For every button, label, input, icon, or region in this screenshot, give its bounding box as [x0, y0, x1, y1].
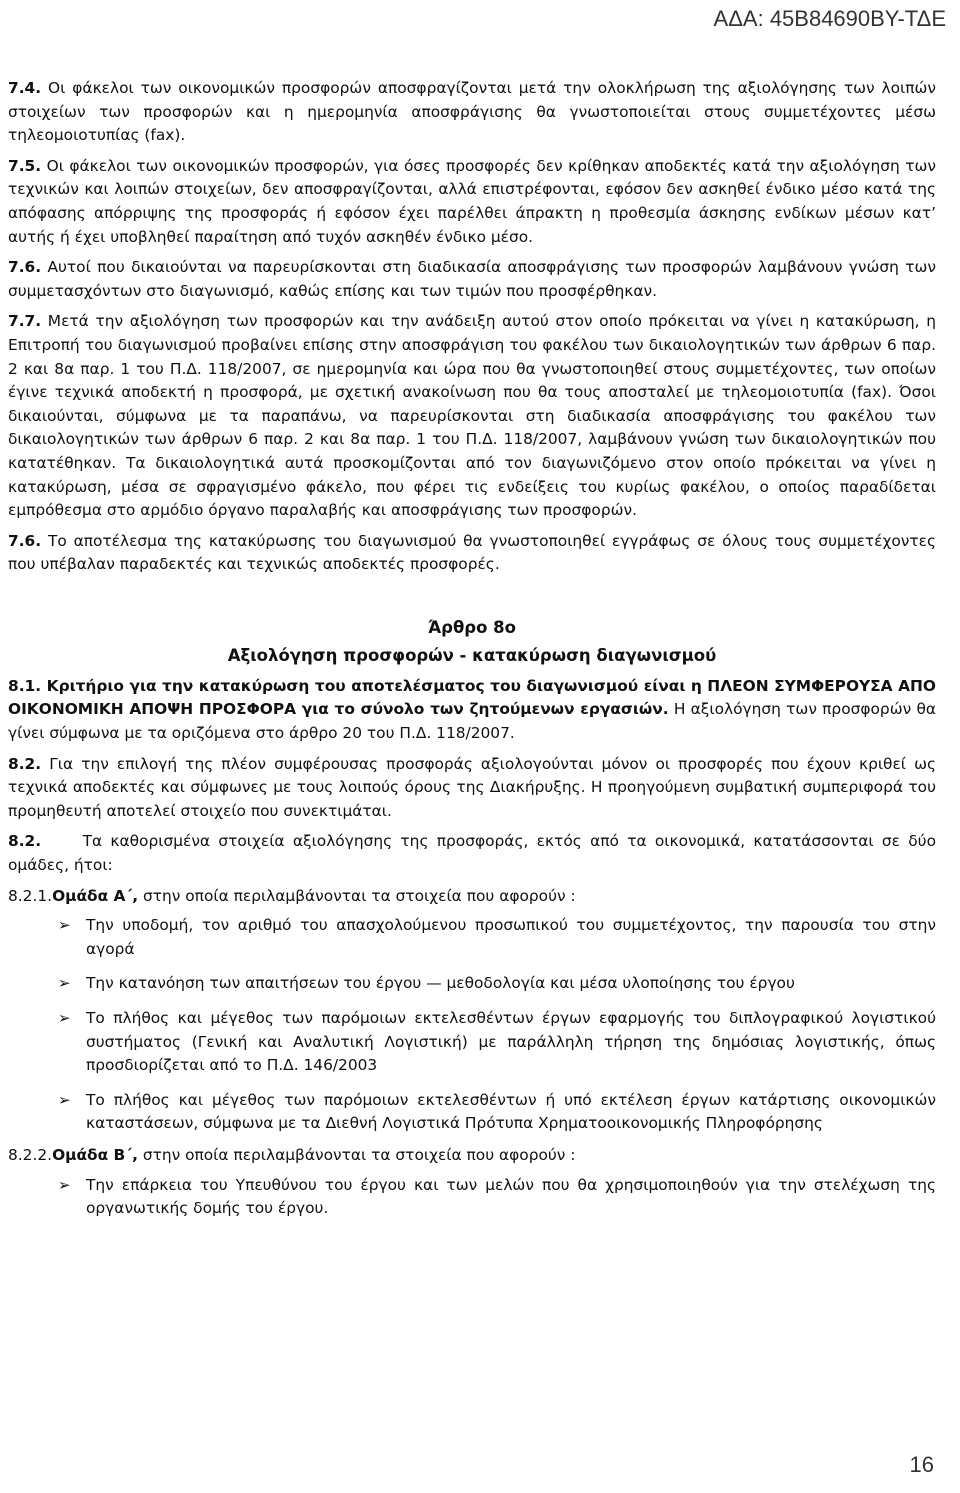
paragraph-7-4 [8, 77, 936, 148]
paragraph-number: 7.4. [8, 79, 42, 97]
paragraph-number: 8.2. [8, 832, 42, 851]
paragraph-number: 7.6. [8, 531, 42, 550]
paragraph-7-6-a [8, 256, 936, 303]
paragraph-7-7 [8, 310, 936, 522]
paragraph-text: Για την επιλογή της πλέον συμφέρουσας προσφοράς αξιολογούνται μόνον οι προσφορές που έχουν κριθεί ως τεχνικά αποδεκτές και σύμφωνες με τους λοιπούς όρους της Διακήρυξης. Η προηγούμενη συμβατική συμπεριφορά του προμηθευτή αποτελεί στοιχείο που συνεκτιμάται. [8, 754, 936, 820]
group-prefix: 8.2.1. [8, 886, 53, 905]
group-prefix: 8.2.2. [8, 1145, 53, 1164]
paragraph-8-2-b [8, 830, 941, 877]
paragraph-text: Τα καθορισμένα στοιχεία αξιολόγησης της προσφοράς, εκτός από τα οικονομικά, κατατάσσονται σε δύο ομάδες, ήτοι: [8, 832, 941, 875]
paragraph-8-2-a [8, 753, 936, 824]
arrow-bullet-icon: ➢ [58, 916, 71, 935]
list-item: ➢ Το πλήθος και μέγεθος των παρόμοιων εκτελεσθέντων ή υπό εκτέλεση έργων κατάρτισης οικονομικών καταστάσεων, σύμφωνα με τα Διεθνή Λογιστικά Πρότυπα Χρηματοοικονομικής Πληροφόρησης [58, 1090, 936, 1133]
paragraph-number: 8.2. [8, 754, 42, 773]
list-item: ➢ Την υποδομή, τον αριθμό του απασχολούμενου προσωπικού του συμμετέχοντος, την παρουσία του στην αγορά [58, 916, 936, 958]
list-item: ➢ Το πλήθος και μέγεθος των παρόμοιων εκτελεσθέντων έργων εφαρμογής του διπλογραφικού λογιστικού συστήματος (Γενική και Αναλυτική Λογιστική) με παράλληλη τήρηση της δημόσιας λογιστικής, όπως προσδιορίζεται από το Π.Δ. 146/2003 [58, 1009, 936, 1075]
paragraph-7-6-b [8, 530, 936, 577]
paragraph-text: Οι φάκελοι των οικονομικών προσφορών, για όσες προσφορές δεν κρίθηκαν αποδεκτές κατά την αξιολόγηση των τεχνικών και λοιπών στοιχείων, δεν αποσφραγίζονται, αλλά επιστρέφονται, εφόσον δεν ασκηθεί ένδικο μέσο κατά της απόφασης απόρριψης της προσφοράς ή εφόσον έχει παρέλθει άπρακτη η προθεσμία άσκησης ενδίκων μέσων κατ’ αυτής ή έχει υποβληθεί παραίτηση από τυχόν ασκηθέν ένδικο μέσο. [8, 156, 936, 246]
group-text: στην οποία περιλαμβάνονται τα στοιχεία που αφορούν : [138, 886, 576, 905]
paragraph-8-1 [8, 675, 936, 746]
page-number: 16 [909, 1452, 934, 1477]
paragraph-number: 7.5. [8, 156, 42, 175]
arrow-bullet-icon: ➢ [58, 974, 71, 993]
ada-header: ΑΔΑ: 45Β84690ΒΥ-ΤΔΕ [713, 6, 946, 31]
group-label: Ομάδα Β΄, [52, 1145, 138, 1164]
group-text: στην οποία περιλαμβάνονται τα στοιχεία που αφορούν : [137, 1145, 576, 1164]
group-label: Ομάδα Α΄, [52, 886, 139, 905]
paragraph-text: Αυτοί που δικαιούνται να παρευρίσκονται στη διαδικασία αποσφράγισης των προσφορών λαμβάνουν γνώση των συμμετασχόντων στο διαγωνισμό, καθώς επίσης και των τιμών που προσφέρθηκαν. [8, 258, 936, 300]
document-body [8, 77, 941, 1221]
paragraph-bold-text: Κριτήριο για την κατακύρωση του αποτελέσματος του διαγωνισμού είναι η ΠΛΕΟΝ ΣΥΜΦΕΡΟΥΣΑ ΑΠΟ ΟΙΚΟΝΟΜΙΚΗ ΑΠΟΨΗ ΠΡΟΣΦΟΡΑ για το σύνολο των ζητούμενων εργασιών. [8, 676, 936, 719]
group-a-heading [8, 885, 936, 909]
list-item: ➢ Την επάρκεια του Υπευθύνου του έργου και των μελών που θα χρησιμοποιηθούν για την στελέχωση της οργανωτικής δομής του έργου. [58, 1175, 936, 1218]
list-item: ➢ Την κατανόηση των απαιτήσεων του έργου — μεθοδολογία και μέσα υλοποίησης του έργου [86, 972, 936, 996]
paragraph-7-5 [8, 155, 936, 249]
paragraph-text: Μετά την αξιολόγηση των προσφορών και την ανάδειξη αυτού στον οποίο πρόκειται να γίνει η κατακύρωση, η Επιτροπή του διαγωνισμού προβαίνει επίσης στην αποσφράγιση του φακέλου των δικαιολογητικών των άρθρων 6 παρ. 2 και 8α παρ. 1 του Π.Δ. 118/2007, σε ημερομηνία και ώρα που θα γνωστοποιηθεί στους συμμετέχοντες, των οποίων έγινε τεχνικά αποδεκτή η προσφορά, με σχετική ανακοίνωση που θα τους αποσταλεί με τηλεομοιοτυπία (fax). Όσοι δικαιούνται, σύμφωνα με τα παραπάνω, να παρευρίσκονται στη διαδικασία αποσφράγισης του φακέλου των δικαιολογητικών των άρθρων 6 παρ. 2 και 8α παρ. 1 του Π.Δ. 118/2007, λαμβάνουν γνώση των δικαιολογητικών που κατατέθηκαν. Τα δικαιολογητικά αυτά προσκομίζονται από τον διαγωνιζόμενο στον οποίο πρόκειται να γίνει η κατακύρωση, μέσα σε σφραγισμένο φάκελο, που φέρει τις ενδείξεις του κυρίως φακέλου, ο οποίος παραδίδεται εμπρόθεσμα στο αρμόδιο όργανο παραλαβής και αποσφράγισης των προσφορών. [8, 312, 936, 520]
article-title: Άρθρο 8ο [427, 617, 516, 637]
paragraph-number: 7.6. [8, 258, 42, 277]
paragraph-number: 7.7. [8, 312, 42, 331]
group-b-heading [8, 1144, 936, 1168]
paragraph-text: Το αποτέλεσμα της κατακύρωσης του διαγωνισμού θα γνωστοποιηθεί εγγράφως σε όλους τους συμμετέχοντες που υπέβαλαν παραδεκτές και τεχνικώς αποδεκτές προσφορές. [8, 531, 936, 574]
paragraph-number: 8.1. [8, 676, 42, 695]
group-b-list [8, 1174, 936, 1221]
arrow-bullet-icon: ➢ [58, 1009, 71, 1027]
paragraph-text: Οι φάκελοι των οικονομικών προσφορών αποσφραγίζονται μετά την ολοκλήρωση της αξιολόγησης των λοιπών στοιχείων των προσφορών και η ημερομηνία αποσφράγισης θα γνωστοποιείται στους συμμετέχοντες μέσω τηλεομοιοτυπίας (fax). [8, 79, 936, 145]
article-subtitle: Αξιολόγηση προσφορών - κατακύρωση διαγωνισμού [227, 645, 717, 665]
group-a-list [8, 914, 936, 1136]
arrow-bullet-icon: ➢ [58, 1090, 71, 1109]
paragraph-text: Η αξιολόγηση των προσφορών θα γίνει σύμφωνα με τα οριζόμενα στο άρθρο 20 του Π.Δ. 118/2007. [8, 700, 937, 743]
arrow-bullet-icon: ➢ [58, 1175, 71, 1194]
